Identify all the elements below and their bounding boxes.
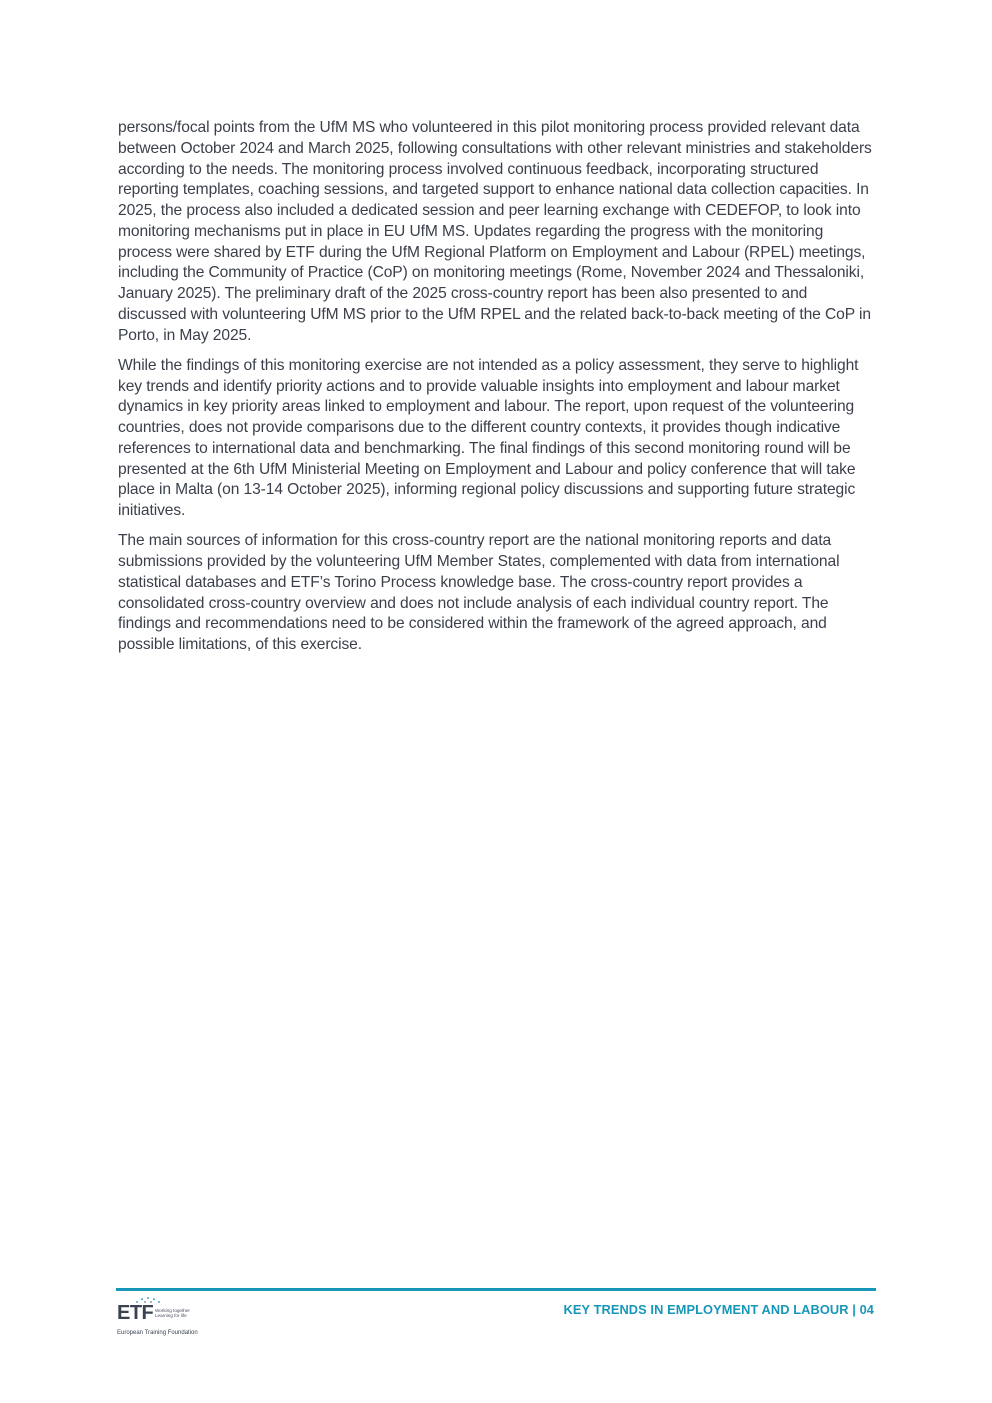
logo-tagline-line: Learning for life [155,1313,187,1319]
logo-tagline-line: Working together [155,1308,190,1313]
paragraph: persons/focal points from the UfM MS who volunteered in this pilot monitoring process provided relevant data between October 2024 and March 2025, following consultations with other relevant ministries and stakeholders according to the needs. The monitoring process involved continuous feedback, incorporating structured reporting templates, coaching sessions, and targeted support to enhance national data collection capacities. In 2025, the process also included a dedicated session and peer learning exchange with CEDEFOP, to look into monitoring mechanisms put in place in EU UfM MS. Updates regarding the progress with the monitoring process were shared by ETF during the UfM Regional Platform on Employment and Labour (RPEL) meetings, including the Community of Practice (CoP) on monitoring meetings (Rome, November 2024 and Thessaloniki, January 2025). The preliminary draft of the 2025 cross-country report has been also presented to and discussed with volunteering UfM MS prior to the UfM RPEL and the related back-to-back meeting of the CoP in Porto, in May 2025. [118,119,872,344]
logo-org-name: European Training Foundation [117,1330,198,1336]
footer-divider [116,1288,876,1291]
logo-wordmark: ETF [117,1302,154,1324]
etf-logo [117,1296,198,1340]
paragraph: The main sources of information for this cross-country report are the national monitoring reports and data submissions provided by the volunteering UfM Member States, complemented with data from international statistical databases and ETF’s Torino Process knowledge base. The cross-country report provides a consolidated cross-country overview and does not include analysis of each individual country report. The findings and recommendations need to be considered within the framework of the agreed approach, and possible limitations, of this exercise. [118,532,840,653]
body-text [118,118,876,665]
logo-tagline [155,1308,191,1319]
running-title: KEY TRENDS IN EMPLOYMENT AND LABOUR | 04 [563,1302,874,1317]
paragraph: While the findings of this monitoring exercise are not intended as a policy assessment, they serve to highlight key trends and identify priority actions and to provide valuable insights into employment and labour market dynamics in key priority areas linked to employment and labour. The report, upon request of the volunteering countries, does not provide comparisons due to the different country contexts, it provides though indicative references to international data and benchmarking. The final findings of this second monitoring round will be presented at the 6th UfM Ministerial Meeting on Employment and Labour and policy conference that will take place in Malta (on 13-14 October 2025), informing regional policy discussions and supporting future strategic initiatives. [118,356,859,519]
